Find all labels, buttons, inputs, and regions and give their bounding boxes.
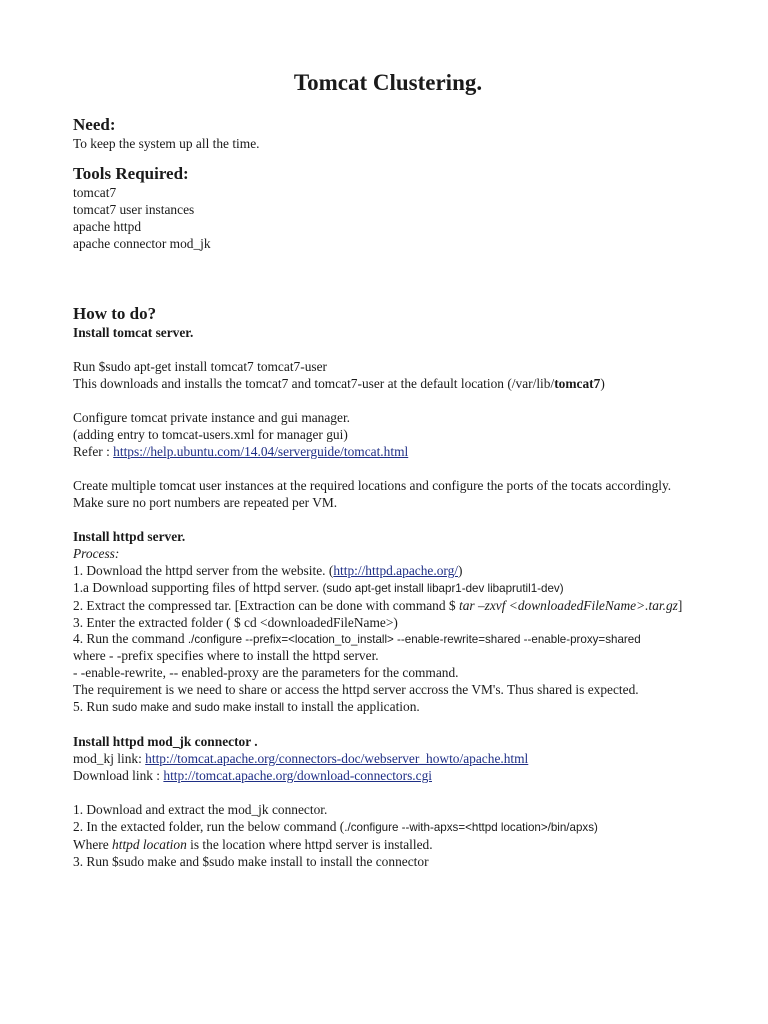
need-heading: Need:: [73, 115, 116, 134]
httpd-step-2-command: tar –zxvf <downloadedFileName>.tar.gz: [458, 598, 678, 613]
configure-line: Configure tomcat private instance and gui manager.: [73, 410, 351, 425]
install-modjk-heading: Install httpd mod_jk connector .: [73, 734, 258, 749]
refer-link[interactable]: https://help.ubuntu.com/14.04/serverguide/tomcat.html: [113, 444, 409, 459]
httpd-step-1a-command: (sudo apt-get install libapr1-dev libaprutil1-dev): [322, 582, 564, 595]
modjk-download-line: [73, 767, 703, 784]
modjk-howto-link[interactable]: http://tomcat.apache.org/connectors-doc/webserver_howto/apache.html: [145, 751, 529, 766]
modjk-step-1: 1. Download and extract the mod_jk connector.: [73, 802, 328, 817]
httpd-step-2: [73, 597, 703, 614]
adding-line: (adding entry to tomcat-users.xml for manager gui): [73, 427, 348, 442]
howto-heading: How to do?: [73, 304, 157, 323]
document-content: [73, 68, 703, 870]
httpd-step-5: [73, 698, 703, 716]
tool-item: tomcat7: [73, 185, 117, 200]
downloads-bold: tomcat7: [554, 376, 601, 391]
modjk-where-rest: is the location where httpd server is installed.: [186, 837, 433, 852]
requirement-line: The requirement is we need to share or access the httpd server accross the VM's. Thus shared is expected.: [73, 682, 639, 697]
modjk-step-2-command: ./configure --with-apxs=<httpd location>/bin/apxs): [344, 821, 598, 834]
httpd-step-2-text: 2. Extract the compressed tar. [Extraction can be done with command $: [73, 598, 459, 613]
modjk-step-2: [73, 818, 703, 836]
httpd-website-link[interactable]: http://httpd.apache.org/: [333, 563, 459, 578]
modjk-download-link[interactable]: http://tomcat.apache.org/download-connectors.cgi: [163, 768, 432, 783]
modjk-download-label: Download link :: [73, 768, 164, 783]
httpd-step-4-command: ./configure --prefix=<location_to_install> --enable-rewrite=shared --enable-proxy=shared: [187, 633, 641, 646]
downloads-close: ): [600, 376, 605, 391]
httpd-step-4: [73, 631, 703, 647]
httpd-step-4-text: 4. Run the command: [73, 631, 188, 646]
modjk-link-line: [73, 750, 703, 767]
refer-line: [73, 443, 703, 460]
httpd-step-1-close: ): [458, 563, 463, 578]
httpd-step-1a-text: 1.a Download supporting files of httpd server.: [73, 580, 323, 595]
process-label: Process:: [73, 546, 120, 561]
document-title: Tomcat Clustering.: [293, 70, 483, 95]
httpd-step-1-text: 1. Download the httpd server from the website. (: [73, 563, 334, 578]
where-prefix-line: where - -prefix specifies where to install the httpd server.: [73, 648, 379, 663]
makesure-line: Make sure no port numbers are repeated per VM.: [73, 495, 338, 510]
downloads-line: [73, 375, 703, 392]
tool-item: apache httpd: [73, 219, 142, 234]
tool-item: apache connector mod_jk: [73, 236, 211, 251]
modjk-step-3: 3. Run $sudo make and $sudo make install to install the connector: [73, 854, 429, 869]
modjk-step-2-text: 2. In the extacted folder, run the below command (: [73, 819, 345, 834]
modjk-where-italic: httpd location: [112, 837, 187, 852]
create-instances-line: Create multiple tomcat user instances at the required locations and configure the ports of the tocats accordingly.: [73, 478, 672, 493]
httpd-step-5-command: sudo make and sudo make install: [112, 701, 288, 714]
httpd-step-3: 3. Enter the extracted folder ( $ cd <downloadedFileName>): [73, 615, 398, 630]
install-tomcat-heading: Install tomcat server.: [73, 325, 194, 340]
httpd-step-5-close: to install the application.: [287, 699, 420, 714]
need-text: To keep the system up all the time.: [73, 136, 260, 151]
run-line: Run $sudo apt-get install tomcat7 tomcat7-user: [73, 359, 327, 374]
downloads-text: This downloads and installs the tomcat7 and tomcat7-user at the default location (/var/lib/: [73, 376, 555, 391]
modjk-link-label: mod_kj link:: [73, 751, 146, 766]
httpd-step-1: [73, 562, 703, 579]
httpd-step-1a: [73, 579, 703, 597]
httpd-step-2-close: ]: [677, 598, 683, 613]
httpd-step-5-text: 5. Run: [73, 699, 113, 714]
tools-heading: Tools Required:: [73, 164, 189, 183]
tool-item: tomcat7 user instances: [73, 202, 195, 217]
install-httpd-heading: Install httpd server.: [73, 529, 186, 544]
refer-label: Refer :: [73, 444, 114, 459]
modjk-where-line: [73, 836, 703, 853]
params-line: - -enable-rewrite, -- enabled-proxy are the parameters for the command.: [73, 665, 459, 680]
modjk-where-text: Where: [73, 837, 113, 852]
